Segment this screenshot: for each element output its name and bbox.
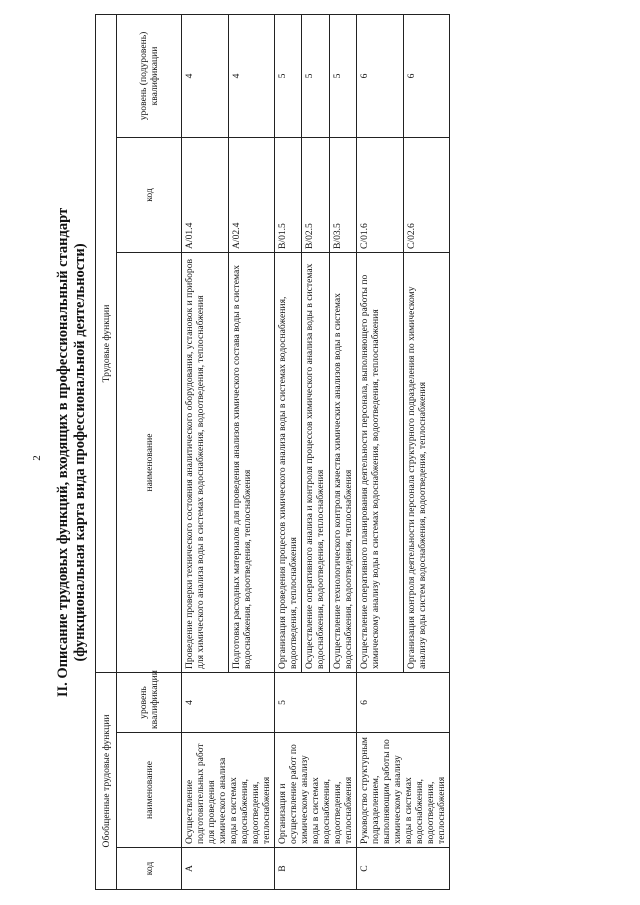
tf-level: 4 (182, 14, 229, 137)
section-heading (55, 15, 89, 890)
tf-level: 5 (329, 14, 356, 137)
functional-map-table (95, 14, 450, 890)
gf-code: B (275, 848, 357, 890)
gf-level: 5 (275, 673, 357, 733)
header-name: наименование (117, 733, 182, 848)
tf-code: B/01.5 (275, 138, 302, 253)
table-row (182, 14, 229, 889)
table-row (357, 14, 404, 889)
tf-code: A/02.4 (228, 138, 275, 253)
page-number: 2 (31, 455, 43, 461)
section-subtitle: (функциональная карта вида профессиональной деятельности) (72, 243, 88, 662)
header-columns-row (117, 14, 182, 889)
header-tf-name: наименование (117, 253, 182, 673)
section-title: II. Описание трудовых функций, входящих в профессиональный стандарт (55, 207, 71, 698)
gf-level: 4 (182, 673, 275, 733)
tf-level: 5 (302, 14, 329, 137)
tf-code: C/01.6 (357, 138, 404, 253)
tf-name: Организация контроля деятельности персонала структурного подразделения по химическому анализу воды систем водоснабжения, водоотведения, теплоснабжения (403, 253, 450, 673)
header-tf-level: уровень (подуровень) квалификации (117, 14, 182, 137)
header-generalized-functions: Обобщенные трудовые функции (96, 673, 117, 890)
rotated-page-content (55, 15, 640, 890)
header-tf-code: код (117, 138, 182, 253)
gf-code: A (182, 848, 275, 890)
header-level: уровень квалификации (117, 673, 182, 733)
table-row (275, 14, 302, 889)
gf-name: Руководство структурным подразделением, выполняющим работы по химическому анализу воды в системах водоснабжения, водоотведения, теплоснабжения (357, 733, 450, 848)
tf-code: B/02.5 (302, 138, 329, 253)
header-code: код (117, 848, 182, 890)
tf-name: Осуществление оперативного планирования деятельности персонала, выполняющего работы по химическому анализу воды в системах водоснабжения, водоотведения, теплоснабжения (357, 253, 404, 673)
gf-code: C (357, 848, 450, 890)
tf-name: Осуществление оперативного анализа и контроля процессов химического анализа воды в системах водоснабжения, водоотведения, теплоснабжения (302, 253, 329, 673)
tf-name: Проведение проверки технического состояния аналитического оборудования, установок и приборов для химического анализа воды в системах водоснабжения, водоотведения, теплоснабжения (182, 253, 229, 673)
tf-code: B/03.5 (329, 138, 356, 253)
tf-code: C/02.6 (403, 138, 450, 253)
gf-name: Организация и осуществление работ по химическому анализу воды в системах водоснабжения, водоотведения, теплоснабжения (275, 733, 357, 848)
tf-name: Организация проведения процессов химического анализа воды в системах водоснабжения, водоотведения, теплоснабжения (275, 253, 302, 673)
tf-level: 5 (275, 14, 302, 137)
header-group-row (96, 14, 117, 889)
tf-level: 4 (228, 14, 275, 137)
tf-name: Осуществление технологического контроля качества химических анализов воды в системах водоснабжения, водоотведения, теплоснабжения (329, 253, 356, 673)
tf-level: 6 (357, 14, 404, 137)
header-labor-functions: Трудовые функции (96, 14, 117, 672)
tf-level: 6 (403, 14, 450, 137)
tf-name: Подготовка расходных материалов для проведения анализов химического состава воды в системах водоснабжения, водоотведения, теплоснабжения (228, 253, 275, 673)
gf-name: Осуществление подготовительных работ для проведения химического анализа воды в системах водоснабжения, водоотведения, теплоснабжения (182, 733, 275, 848)
gf-level: 6 (357, 673, 450, 733)
tf-code: A/01.4 (182, 138, 229, 253)
